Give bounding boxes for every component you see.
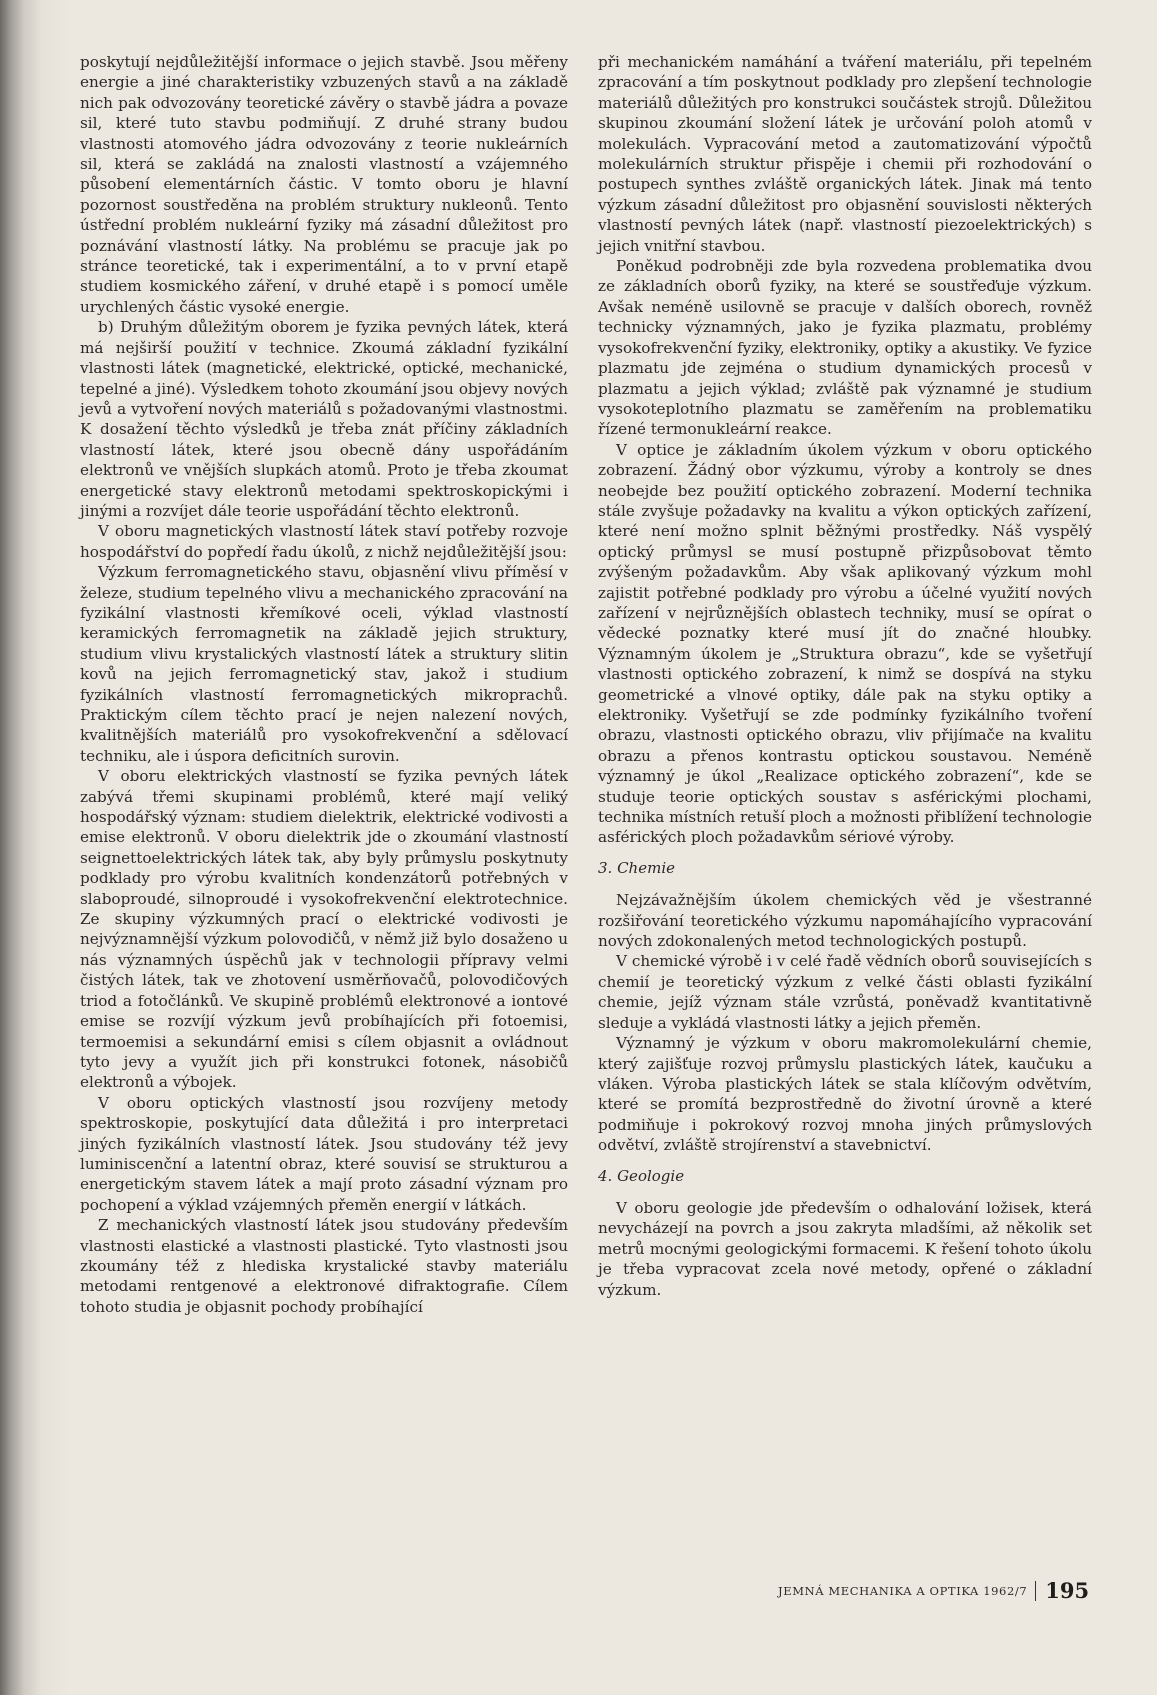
paragraph: Významný je výzkum v oboru makromolekulární chemie, který zajišťuje rozvoj průmyslu plastických látek, kaučuku a vláken. Výroba plastických látek se stala klíčovým odvětvím, které se promítá bezprostředně do životní úrovně a které podmiňuje i pokrokový rozvoj mnoha jiných průmyslových odvětví, zvláště strojírenství a stavebnictví. bbox=[598, 1034, 1092, 1155]
footer-divider bbox=[1035, 1581, 1036, 1601]
paragraph: V oboru optických vlastností jsou rozvíjeny metody spektroskopie, poskytující data důležitá i pro interpretaci jiných fyzikálních vlastností látek. Jsou studovány též jevy luminiscenční a latentní obraz, které souvisí se strukturou a energetickým stavem látek a mají proto zásadní význam pro pochopení a výklad vzájemných přeměn energií v látkách. bbox=[80, 1093, 568, 1214]
paragraph: Nejzávažnějším úkolem chemických věd je všestranné rozšiřování teoretického výzkumu napomáhajícího vypracování nových zdokonalených metod technologických postupů. bbox=[598, 891, 1092, 951]
journal-title: JEMNÁ MECHANIKA A OPTIKA 1962/7 bbox=[778, 1583, 1028, 1598]
section-heading: 4. Geologie bbox=[598, 1166, 685, 1185]
right-text-column bbox=[598, 52, 1092, 1300]
paragraph: V oboru geologie jde především o odhalování ložisek, která nevycházejí na povrch a jsou zakryta mladšími, až několik set metrů mocnými geologickými formacemi. K řešení tohoto úkolu je třeba vypracovat zcela nové metody, opřené o základní výzkum. bbox=[598, 1198, 1092, 1299]
paragraph: V oboru magnetických vlastností látek staví potřeby rozvoje hospodářství do popředí řadu úkolů, z nichž nejdůležitější jsou: bbox=[80, 522, 568, 561]
paragraph: Z mechanických vlastností látek jsou studovány především vlastnosti elastické a vlastnosti plastické. Tyto vlastnosti jsou zkoumány též z hlediska krystalické stavby materiálu metodami rentgenové a elektronové difraktografie. Cílem tohoto studia je objasnit pochody probíhající bbox=[80, 1216, 568, 1316]
paragraph: Poněkud podrobněji zde byla rozvedena problematika dvou ze základních oborů fyziky, na které se soustřeďuje výzkum. Avšak neméně usilovně se pracuje v dalších oborech, rovněž technicky významných, jako je fyzika plazmatu, problémy vysokofrekvenční fyziky, elektroniky, optiky a akustiky. Ve fyzice plazmatu jde zejména o studium dynamických procesů v plazmatu a jejich výklad; zvláště pak významné je studium vysokoteplotního plazmatu se zaměřením na problematiku řízené termonukleární reakce. bbox=[598, 257, 1092, 439]
paragraph: V oboru elektrických vlastností se fyzika pevných látek zabývá třemi skupinami problémů, které mají veliký hospodářský význam: studiem dielektrik, elektrické vodivosti a emise elektronů. V oboru dielektrik jde o zkoumání vlastností seignettoelektrických látek tak, aby byly průmyslu poskytnuty podklady pro výrobu kvalitních kondenzátorů potřebných v slaboproudé, silnoproudé i vysokofrekvenční elektrotechnice. Ze skupiny výzkumných prací o elektrické vodivosti je nejvýznamnější výzkum polovodičů, v němž již bylo dosaženo u nás významných úspěchů jak v technologii přípravy velmi čistých látek, tak ve zhotovení usměrňovačů, polovodičových triod a fotočlánků. Ve skupině problémů elektronové a iontové emise se rozvíjí výzkum jevů probíhajících při fotoemisi, termoemisi a sekundární emisi s cílem objasnit a ovládnout tyto jevy a využít jich při konstrukci fotonek, násobičů elektronů a výbojek. bbox=[80, 767, 568, 1092]
page-footer bbox=[778, 1578, 1089, 1603]
paragraph: Výzkum ferromagnetického stavu, objasnění vlivu příměsí v železe, studium tepelného vlivu a mechanického zpracování na fyzikální vlastnosti křemíkové oceli, výklad vlastností keramických ferromagnetik na základě jejich struktury, studium vlivu krystalických vlastností látek a struktury slitin kovů na jejich ferromagnetický stav, jakož i studium fyzikálních vlastností ferromagnetických mikroprachů. Praktickým cílem těchto prací je nejen nalezení nových, kvalitnějších materiálů pro vysokofrekvenční a sdělovací techniku, ale i úspora deficitních surovin. bbox=[80, 563, 568, 765]
section-heading: 3. Chemie bbox=[598, 858, 675, 877]
page-number: 195 bbox=[1045, 1578, 1090, 1603]
paragraph: V chemické výrobě i v celé řadě vědních oborů souvisejících s chemií je teoretický výzkum z velké části oblasti fyzikální chemie, jejíž význam stále vzrůstá, poněvadž kvantitativně sleduje a vykládá vlastnosti látky a jejich přeměn. bbox=[598, 952, 1092, 1032]
left-text-column bbox=[80, 52, 568, 1317]
paragraph: poskytují nejdůležitější informace o jejich stavbě. Jsou měřeny energie a jiné charakteristiky vzbuzených stavů a na základě nich pak odvozovány teoretické závěry o stavbě jádra a povaze sil, které tuto stavbu podmiňují. Z druhé strany budou vlastnosti atomového jádra odvozovány z teorie nukleárních sil, která se zakládá na znalosti vlastností a vzájemného působení elementárních částic. V tomto oboru je hlavní pozornost soustředěna na problém struktury nukleonů. Tento ústřední problém nukleární fyziky má zásadní důležitost pro poznávání vlastností látky. Na problému se pracuje jak po stránce teoretické, tak i experimentální, a to v první etapě studiem kosmického záření, v druhé etapě i s pomocí uměle urychlených částic vysoké energie. bbox=[80, 53, 568, 316]
paragraph: V optice je základním úkolem výzkum v oboru optického zobrazení. Žádný obor výzkumu, výroby a kontroly se dnes neobejde bez použití optického zobrazení. Moderní technika stále zvyšuje požadavky na kvalitu a výkon optických zařízení, které není možno splnit běžnými prostředky. Náš vyspělý optický průmysl se musí postupně přizpůsobovat těmto zvýšeným požadavkům. Aby však aplikovaný výzkum mohl zajistit potřebné podklady pro výrobu a účelné využití nových zařízení v nejrůznějších oblastech techniky, musí se opírat o vědecké poznatky které musí jít do značné hloubky. Významným úkolem je „Struktura obrazu“, kde se vyšetřují vlastnosti optického zobrazení, k nimž se dospívá na styku geometrické a vlnové optiky, dále pak na styku optiky a elektroniky. Vyšetřují se zde podmínky fyzikálního tvoření obrazu, vlastnosti optického obrazu, vliv přijímače na kvalitu obrazu a přenos kontrastu optickou soustavou. Neméně významný je úkol „Realizace optického zobrazení“, kde se studuje teorie optických soustav s asférickými plochami, technika místních retuší ploch a možnosti přiblížení technologie asférických ploch požadavkům sériové výroby. bbox=[598, 440, 1093, 847]
paragraph: při mechanickém namáhání a tváření materiálu, při tepelném zpracování a tím poskytnout podklady pro zlepšení technologie materiálů důležitých pro konstrukci součástek strojů. Důležitou skupinou zkoumání složení látek je určování poloh atomů v molekulách. Vypracování metod a zautomatizování výpočtů molekulárních struktur přispěje i chemii při rozhodování o postupech synthes zvláště organických látek. Jinak má tento výzkum zásadní důležitost pro objasnění souvislosti některých vlastností pevných látek (např. vlastností piezoelektrických) s jejich vnitřní stavbou. bbox=[598, 53, 1092, 255]
paragraph: b) Druhým důležitým oborem je fyzika pevných látek, která má nejširší použití v technice. Zkoumá základní fyzikální vlastnosti látek (magnetické, elektrické, optické, mechanické, tepelné a jiné). Výsledkem tohoto zkoumání jsou objevy nových jevů a vytvoření nových materiálů s požadovanými vlastnostmi. K dosažení těchto výsledků je třeba znát příčiny základních vlastností látek, které jsou obecně dány uspořádáním elektronů ve vnějších slupkách atomů. Proto je třeba zkoumat energetické stavy elektronů metodami spektroskopickými i jinými a rozvíjet dále teorie uspořádání těchto elektronů. bbox=[80, 318, 568, 520]
